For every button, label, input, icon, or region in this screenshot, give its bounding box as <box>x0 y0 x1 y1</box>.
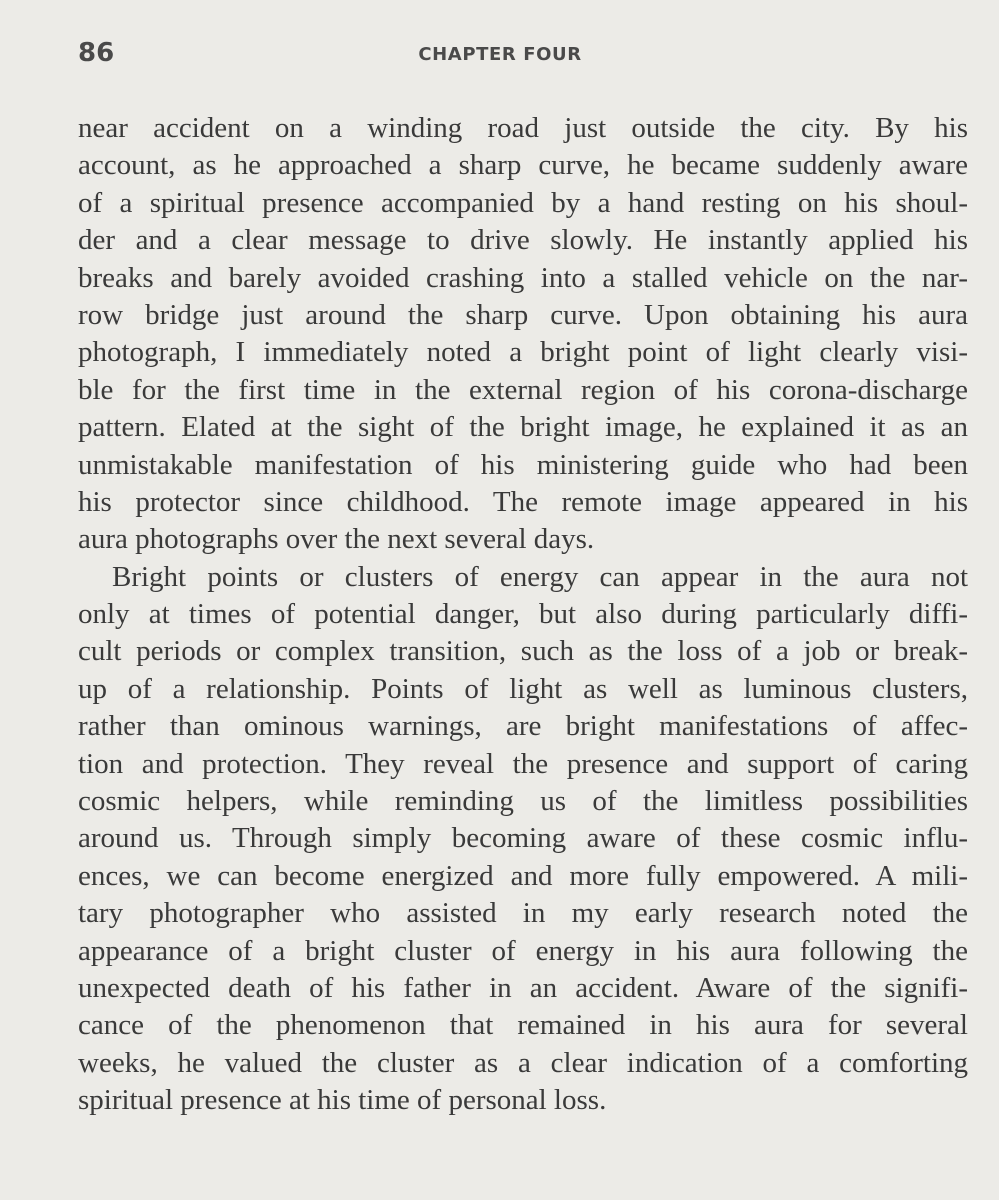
text-line: his protector since childhood. The remote image appeared in his <box>78 485 968 518</box>
text-line: tion and protection. They reveal the presence and support of caring <box>78 747 968 780</box>
body-text <box>78 110 968 1120</box>
text-line: near accident on a winding road just outside the city. By his <box>78 112 968 144</box>
text-line: pattern. Elated at the sight of the bright image, he explained it as an <box>78 411 968 444</box>
text-line: rather than ominous warnings, are bright manifestations of affec- <box>78 710 968 743</box>
page-number: 86 <box>78 38 115 68</box>
text-line: row bridge just around the sharp curve. Upon obtaining his aura <box>78 298 968 331</box>
running-head: CHAPTER FOUR <box>418 44 582 65</box>
text-line: of a spiritual presence accompanied by a hand resting on his shoul- <box>78 186 968 219</box>
text-line: ences, we can become energized and more fully empowered. A mili- <box>78 859 968 892</box>
paragraph-end-line: spiritual presence at his time of personal loss. <box>78 1084 607 1117</box>
text-line: ble for the first time in the external region of his corona-discharge <box>78 373 968 406</box>
text-line: unmistakable manifestation of his ministering guide who had been <box>78 448 968 481</box>
text-line: weeks, he valued the cluster as a clear indication of a comforting <box>78 1046 968 1079</box>
text-line: appearance of a bright cluster of energy in his aura following the <box>78 934 968 967</box>
text-line: only at times of potential danger, but also during particularly diffi- <box>78 598 968 631</box>
text-line: breaks and barely avoided crashing into a stalled vehicle on the nar- <box>78 261 968 294</box>
text-line: unexpected death of his father in an accident. Aware of the signifi- <box>78 971 968 1004</box>
text-line: around us. Through simply becoming aware of these cosmic influ- <box>78 822 968 855</box>
text-line: up of a relationship. Points of light as well as luminous clusters, <box>78 672 968 705</box>
text-line: cult periods or complex transition, such as the loss of a job or break- <box>78 635 968 668</box>
text-line: account, as he approached a sharp curve, he became suddenly aware <box>78 149 968 182</box>
paragraph-end-line: aura photographs over the next several days. <box>78 523 595 556</box>
text-line: photograph, I immediately noted a bright point of light clearly visi- <box>78 336 968 369</box>
paragraph-first-line: Bright points or clusters of energy can appear in the aura not <box>112 560 968 593</box>
text-line: tary photographer who assisted in my early research noted the <box>78 897 968 930</box>
text-line: der and a clear message to drive slowly. He instantly applied his <box>78 224 968 257</box>
text-line: cosmic helpers, while reminding us of the limitless possibilities <box>78 785 968 818</box>
text-line: cance of the phenomenon that remained in his aura for several <box>78 1009 968 1042</box>
